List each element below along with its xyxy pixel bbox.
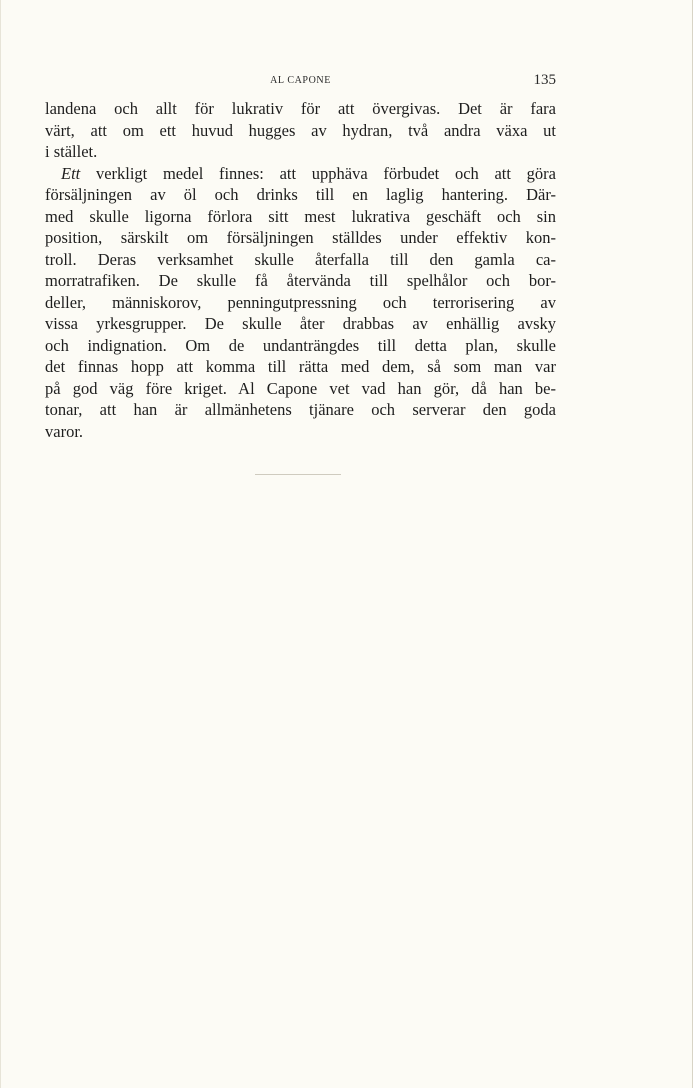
text-line: försäljningen av öl och drinks till en laglig hantering. Där- [45,185,556,204]
italic-lead-word: Ett [61,163,81,183]
body-text [45,98,556,442]
text-line: morratrafiken. De skulle få återvända till spelhålor och bor- [45,271,556,290]
text-line: tonar, att han är allmänhetens tjänare och serverar den goda [45,400,556,419]
text-line: i stället. [45,142,98,161]
text-line: troll. Deras verksamhet skulle återfalla till den gamla ca- [45,249,556,269]
text-line: position, särskilt om försäljningen ställdes under effektiv kon- [45,228,556,247]
running-title: AL CAPONE [270,75,331,86]
paragraph-first-line [45,163,556,185]
page-number: 135 [533,72,556,88]
first-line-rest: verkligt medel finnes: att upphäva förbudet och att göra [80,163,556,183]
end-rule-divider [255,474,341,475]
text-line: det finnas hopp att komma till rätta med dem, så som man var [45,357,556,376]
text-line: värt, att om ett huvud hugges av hydran, två andra växa ut [45,120,556,140]
text-line: vissa yrkesgrupper. De skulle åter drabbas av enhällig avsky [45,314,556,333]
text-line: på god väg före kriget. Al Capone vet vad han gör, då han be- [45,378,556,398]
text-line: landena och allt för lukrativ för att övergivas. Det är fara [45,99,556,118]
text-line: varor. [45,421,84,441]
text-line: med skulle ligorna förlora sitt mest lukrativa geschäft och sin [45,206,556,226]
text-line: och indignation. Om de undanträngdes till detta plan, skulle [45,335,556,355]
running-head [45,74,556,90]
text-line: deller, människorov, penningutpressning och terrorisering av [45,292,556,312]
